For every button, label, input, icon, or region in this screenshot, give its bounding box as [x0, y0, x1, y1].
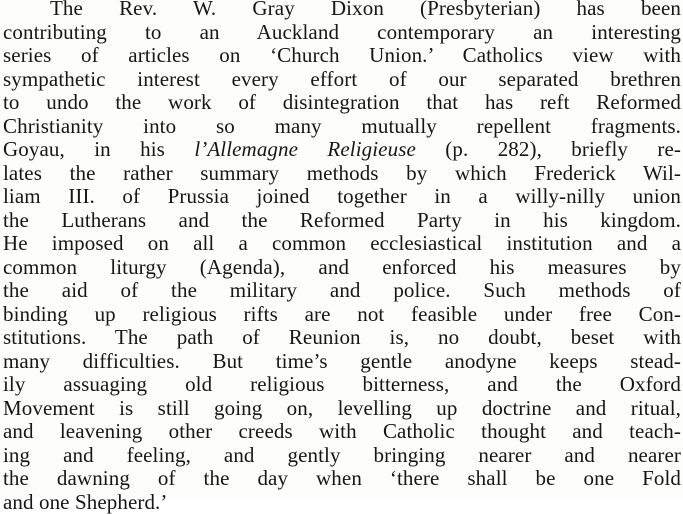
article-line-8: lates the rather summary methods by which Frederick Wil-: [3, 162, 681, 186]
article-line-10: the Lutherans and the Reformed Party in his kingdom.: [3, 209, 681, 233]
article-line-7-end: (p. 282), briefly re-: [416, 137, 681, 161]
article-column: [3, 0, 681, 514]
article-line-18: Movement is still going on, levelling up doctrine and ritual,: [3, 397, 681, 421]
article-line-14: binding up religious rifts are not feasible under free Con-: [3, 303, 681, 327]
article-line-13: the aid of the military and police. Such methods of: [3, 279, 681, 303]
article-line-1: The Rev. W. Gray Dixon (Presbyterian) has been: [3, 0, 681, 21]
article-line-17: ily assuaging old religious bitterness, and the Oxford: [3, 373, 681, 397]
article-line-21: the dawning of the day when ‘there shall be one Fold: [3, 467, 681, 491]
article-line-16: many difficulties. But time’s gentle anodyne keeps stead-: [3, 350, 681, 374]
article-line-19: and leavening other creeds with Catholic thought and teach-: [3, 420, 681, 444]
article-line-7: [3, 138, 681, 162]
book-title: l’Allemagne Religieuse: [194, 137, 416, 161]
article-line-20: ing and feeling, and gently bringing nearer and nearer: [3, 444, 681, 468]
article-line-12: common liturgy (Agenda), and enforced his measures by: [3, 256, 681, 280]
article-line-5: to undo the work of disintegration that has reft Reformed: [3, 91, 681, 115]
article-line-7-start: Goyau, in his: [3, 137, 194, 161]
article-line-15: stitutions. The path of Reunion is, no doubt, beset with: [3, 326, 681, 350]
article-line-22: and one Shepherd.’: [3, 491, 681, 514]
article-line-9: liam III. of Prussia joined together in a willy-nilly union: [3, 185, 681, 209]
article-line-3: series of articles on ‘Church Union.’ Catholics view with: [3, 44, 681, 68]
article-line-6: Christianity into so many mutually repellent fragments.: [3, 115, 681, 139]
article-line-2: contributing to an Auckland contemporary an interesting: [3, 21, 681, 45]
article-line-4: sympathetic interest every effort of our separated brethren: [3, 68, 681, 92]
article-line-11: He imposed on all a common ecclesiastical institution and a: [3, 232, 681, 256]
